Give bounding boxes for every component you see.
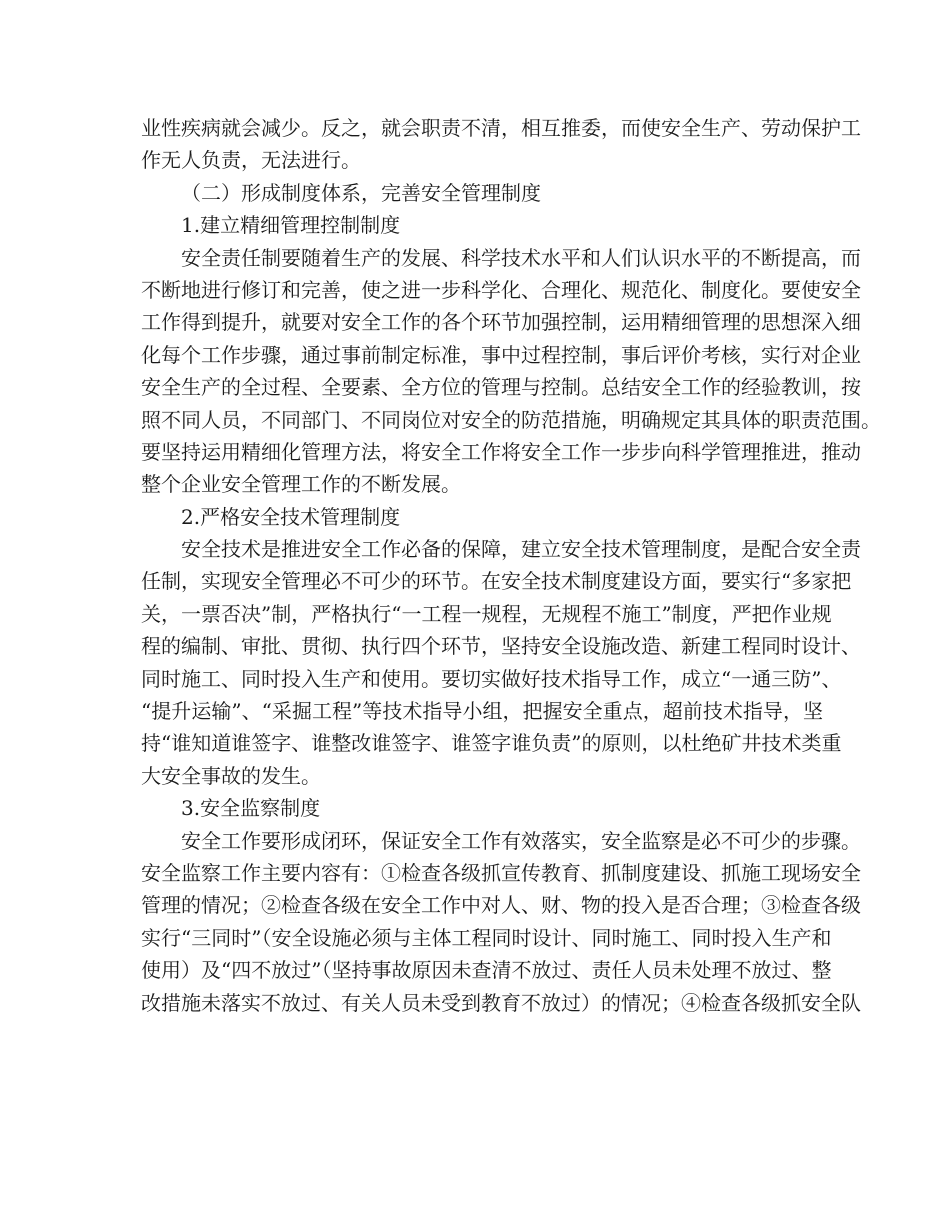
paragraph-line: 持“谁知道谁签字、谁整改谁签字、谁签字谁负责”的原则，以杜绝矿井技术类重 — [141, 731, 842, 756]
paragraph-line: 要坚持运用精细化管理方法，将安全工作将安全工作一步步向科学管理推进，推动 — [141, 439, 861, 464]
paragraph-line: 使用）及“四不放过”（坚持事故原因未查清不放过、责任人员未处理不放过、整 — [141, 958, 832, 983]
paragraph-line: 同时施工、同时投入生产和使用。要切实做好技术指导工作，成立“一通三防”、 — [141, 666, 842, 691]
paragraph-line: 改措施未落实不放过、有关人员未受到教育不放过）的情况；④检查各级抓安全队 — [141, 990, 861, 1015]
paragraph-line: 任制，实现安全管理必不可少的环节。在安全技术制度建设方面，要实行“多家把 — [141, 569, 852, 594]
paragraph-line: 安全技术是推进安全工作必备的保障，建立安全技术管理制度，是配合安全责 — [181, 537, 861, 562]
document-page — [141, 112, 881, 1019]
paragraph-line: 关，一票否决”制，严格执行“一工程一规程，无规程不施工”制度，严把作业规 — [141, 601, 832, 626]
paragraph-line: “提升运输”、“采掘工程”等技术指导小组，把握安全重点，超前技术指导，坚 — [141, 699, 823, 724]
subsection-heading: 3.安全监察制度 — [181, 796, 321, 821]
paragraph-line: 不断地进行修订和完善，使之进一步科学化、合理化、规范化、制度化。要使安全 — [141, 277, 861, 302]
paragraph-line: 照不同人员，不同部门、不同岗位对安全的防范措施，明确规定其具体的职责范围。 — [141, 407, 881, 432]
paragraph-line: 业性疾病就会减少。反之，就会职责不清，相互推委，而使安全生产、劳动保护工 — [141, 116, 861, 140]
paragraph-line: 安全责任制要随着生产的发展、科学技术水平和人们认识水平的不断提高，而 — [181, 245, 861, 270]
paragraph-line: 工作得到提升，就要对安全工作的各个环节加强控制，运用精细管理的思想深入细 — [141, 310, 861, 335]
paragraph-line: 管理的情况；②检查各级在安全工作中对人、财、物的投入是否合理；③检查各级 — [141, 893, 861, 918]
paragraph-line: 大安全事故的发生。 — [141, 763, 321, 788]
paragraph-line: 化每个工作步骤，通过事前制定标准，事中过程控制，事后评价考核，实行对企业 — [141, 342, 861, 367]
paragraph-line: 作无人负责，无法进行。 — [141, 148, 361, 173]
paragraph-line: 安全工作要形成闭环，保证安全工作有效落实，安全监察是必不可少的步骤。 — [181, 828, 861, 853]
section-heading: （二）形成制度体系，完善安全管理制度 — [181, 180, 541, 205]
paragraph-line: 整个企业安全管理工作的不断发展。 — [141, 472, 461, 497]
paragraph-line: 实行“三同时”（安全设施必须与主体工程同时设计、同时施工、同时投入生产和 — [141, 925, 832, 950]
paragraph-line: 程的编制、审批、贯彻、执行四个环节，坚持安全设施改造、新建工程同时设计、 — [141, 634, 861, 659]
subsection-heading: 1.建立精细管理控制制度 — [181, 213, 401, 238]
subsection-heading: 2.严格安全技术管理制度 — [181, 504, 401, 529]
paragraph-line: 安全生产的全过程、全要素、全方位的管理与控制。总结安全工作的经验教训，按 — [141, 375, 861, 400]
paragraph-line: 安全监察工作主要内容有：①检查各级抓宣传教育、抓制度建设、抓施工现场安全 — [141, 860, 861, 885]
